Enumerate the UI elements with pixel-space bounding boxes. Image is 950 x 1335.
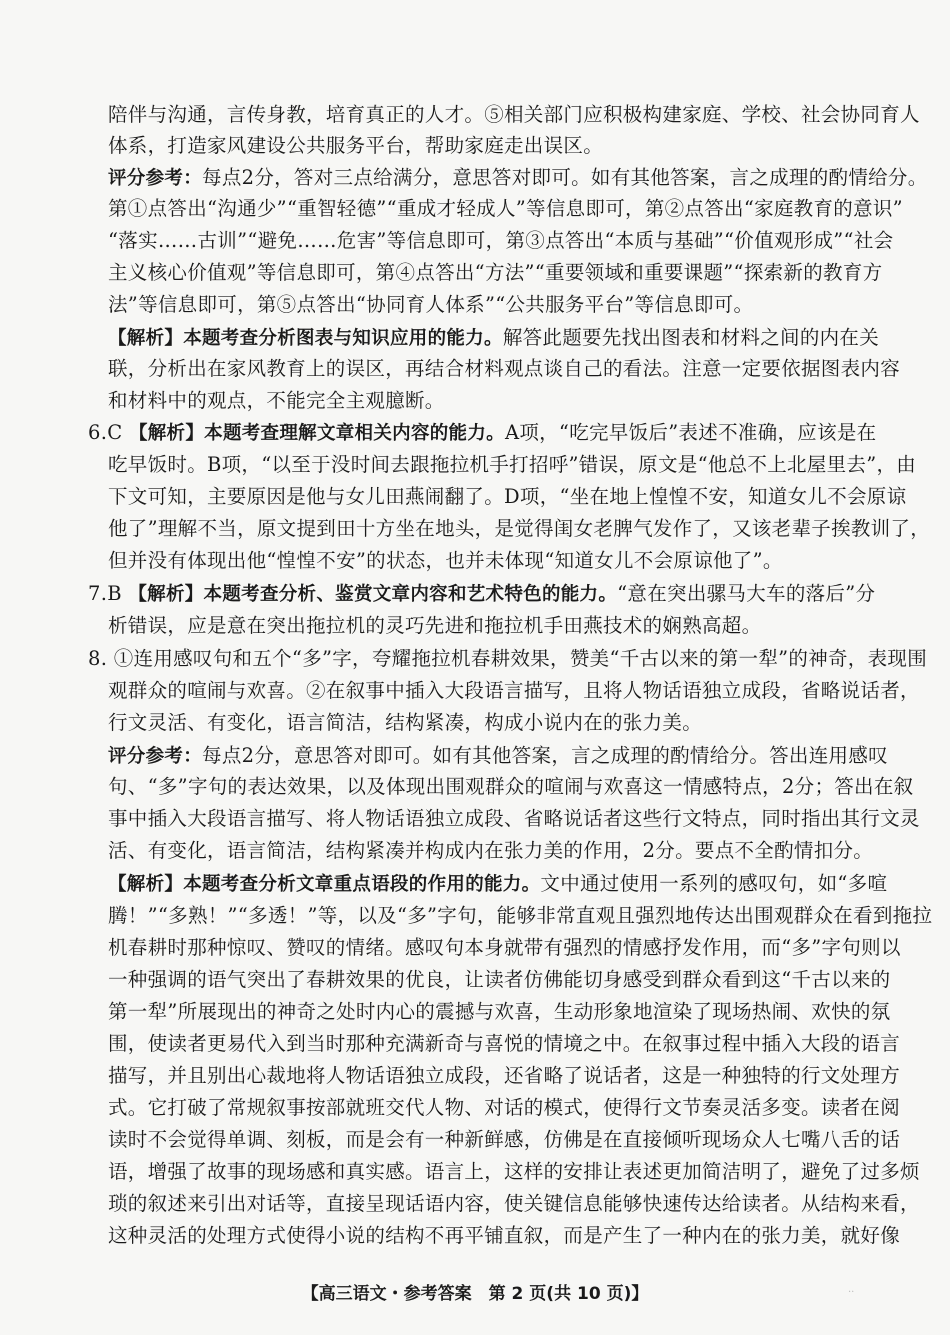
line-text: 机春耕时那种惊叹、赞叹的情绪。感叹句本身就带有强烈的情感抒发作用，而“多”字句则以 [108,936,901,959]
text-line [88,644,927,674]
line-text: 解答此题要先找出图表和材料之间的内在关 [502,326,880,349]
line-text: 语，增强了故事的现场感和真实感。语言上，这样的安排让表述更加简洁明了，避免了过多烦 [108,1160,920,1183]
text-line [108,194,903,224]
line-text: 主义核心价值观”等信息即可，第④点答出“方法”“重要领域和重要课题”“探索新的教育方 [108,261,883,284]
line-text: 每点2分，意思答对即可。如有其他答案，言之成理的酌情给分。答出连用感叹 [202,744,888,767]
text-line [108,1029,901,1059]
line-text: 文中通过使用一系列的感叹句，如“多喧 [540,872,888,895]
line-text: 句、“多”字句的表达效果，以及体现出围观群众的喧闹与欢喜这一情感特点，2分；答出在叙 [108,775,914,798]
line-text: ①连用感叹句和五个“多”字，夸耀拖拉机春耕效果，赞美“千古以来的第一犁”的神奇，表现围 [113,647,927,670]
line-text: 联，分析出在家风教育上的误区，再结合材料观点谈自己的看法。注意一定要依据图表内容 [108,357,901,380]
line-text: 行文灵活、有变化，语言简洁，结构紧凑，构成小说内在的张力美。 [108,711,703,734]
text-line [108,131,868,161]
bold-label: 【解析】本题考查分析、鉴赏文章内容和艺术特色的能力。 [128,584,618,605]
text-line [108,611,868,641]
text-line [108,546,868,576]
line-text: 活、有变化，语言简洁，结构紧凑并构成内在张力美的作用，2分。要点不全酌情扣分。 [108,839,874,862]
text-line [108,514,931,544]
page-footer: 【高三语文・参考答案 第 2 页(共 10 页)】 [301,1284,649,1304]
bold-label: 【解析】本题考查理解文章相关内容的能力。 [128,423,505,444]
line-text: “意在突出骡马大车的落后”分 [617,582,876,605]
text-line [108,163,928,193]
line-text: 琐的叙述来引出对话等，直接呈现话语内容，使关键信息能够快速传达给读者。从结构来看， [108,1192,920,1215]
bold-label: 评分参考： [108,746,203,767]
text-line [108,100,920,130]
line-text: 这种灵活的处理方式使得小说的结构不再平铺直叙，而是产生了一种内在的张力美，就好像 [108,1224,901,1247]
text-line [108,1061,901,1091]
text-line [108,1125,901,1155]
text-line [88,418,877,448]
line-text: 和材料中的观点，不能完全主观臆断。 [108,389,445,412]
line-text: 析错误，应是意在突出拖拉机的灵巧先进和拖拉机手田燕技术的娴熟高超。 [108,614,762,637]
line-text: 观群众的喧闹与欢喜。②在叙事中插入大段语言描写，且将人物话语独立成段，省略说话者， [108,679,920,702]
text-line [108,354,901,384]
text-line [108,258,883,288]
line-text: 陪伴与沟通，言传身教，培育真正的人才。⑤相关部门应积极构建家庭、学校、社会协同育人 [108,103,920,126]
line-text: 每点2分，答对三点给满分，意思答对即可。如有其他答案，言之成理的酌情给分。 [202,166,928,189]
line-text: 吃早饭时。B项，“以至于没时间去跟拖拉机手打招呼”错误，原文是“他总不上北屋里去”，由 [108,453,917,476]
line-text: “落实……古训”“避免……危害”等信息即可，第③点答出“本质与基础”“价值观形成”“社会 [108,229,894,252]
line-text: 但并没有体现出他“惶惶不安”的状态，也并未体现“知道女儿不会原谅他了”。 [108,549,783,572]
line-text: 式。它打破了常规叙事按部就班交代人物、对话的模式，使得行文节奏灵活多变。读者在阅 [108,1096,901,1119]
line-text: 第一犁”所展现出的神奇之处时内心的震撼与欢喜，生动形象地渲染了现场热闹、欢快的氛 [108,1000,891,1023]
question-number: 6.C [88,421,129,444]
text-line [108,323,880,353]
text-line [108,226,894,256]
question-number: 7.B [88,582,129,605]
text-line [108,708,868,738]
text-line [108,869,888,899]
line-text: 事中插入大段语言描写、将人物话语独立成段、省略说话者这些行文特点，同时指出其行文灵 [108,807,920,830]
text-line [108,386,868,416]
text-line [108,997,891,1027]
line-text: 读时不会觉得单调、刻板，而是会有一种新鲜感，仿佛是在直接倾听现场众人七嘴八舌的话 [108,1128,901,1151]
bold-label: 【解析】本题考查分析文章重点语段的作用的能力。 [108,874,541,895]
text-line [108,804,920,834]
line-text: 描写，并且别出心裁地将人物话语独立成段，还省略了说话者，这是一种独特的行文处理方 [108,1064,901,1087]
text-line [108,965,891,995]
line-text: 第①点答出“沟通少”“重智轻德”“重成才轻成人”等信息即可，第②点答出“家庭教育的意识” [108,197,903,220]
line-text: 法”等信息即可，第⑤点答出“协同育人体系”“公共服务平台”等信息即可。 [108,293,754,316]
text-line [108,772,914,802]
line-text: A项，“吃完早饭后”表述不准确，应该是在 [504,421,877,444]
bold-label: 评分参考： [108,168,203,189]
line-text: 围，使读者更易代入到当时那种充满新奇与喜悦的情境之中。在叙事过程中插入大段的语言 [108,1032,901,1055]
text-line [108,1221,901,1251]
text-line [108,1189,920,1219]
text-line [108,741,888,771]
line-text: 下文可知，主要原因是他与女儿田燕闹翻了。D项，“坐在地上惶惶不安，知道女儿不会原谅 [108,485,907,508]
page-mark: .. [848,1284,855,1295]
text-line [108,1093,901,1123]
bold-label: 【解析】本题考查分析图表与知识应用的能力。 [108,328,503,349]
line-text: 他了”理解不当，原文提到田十方坐在地头，是觉得闺女老脾气发作了，又该老辈子挨教训了， [108,517,931,540]
text-line [108,836,874,866]
line-text: 体系，打造家风建设公共服务平台，帮助家庭走出误区。 [108,134,604,157]
question-number: 8. [88,647,114,670]
text-line [108,450,917,480]
line-text: 腾！”“多熟！”“多透！”等，以及“多”字句，能够非常直观且强烈地传达出围观群众在看到拖拉 [108,904,933,927]
text-line [108,901,933,931]
text-line [108,1157,920,1187]
line-text: 一种强调的语气突出了春耕效果的优良，让读者仿佛能切身感受到群众看到这“千古以来的 [108,968,891,991]
text-line [108,290,868,320]
text-line [88,579,876,609]
text-line [108,482,907,512]
text-line [108,933,901,963]
text-line [108,676,920,706]
